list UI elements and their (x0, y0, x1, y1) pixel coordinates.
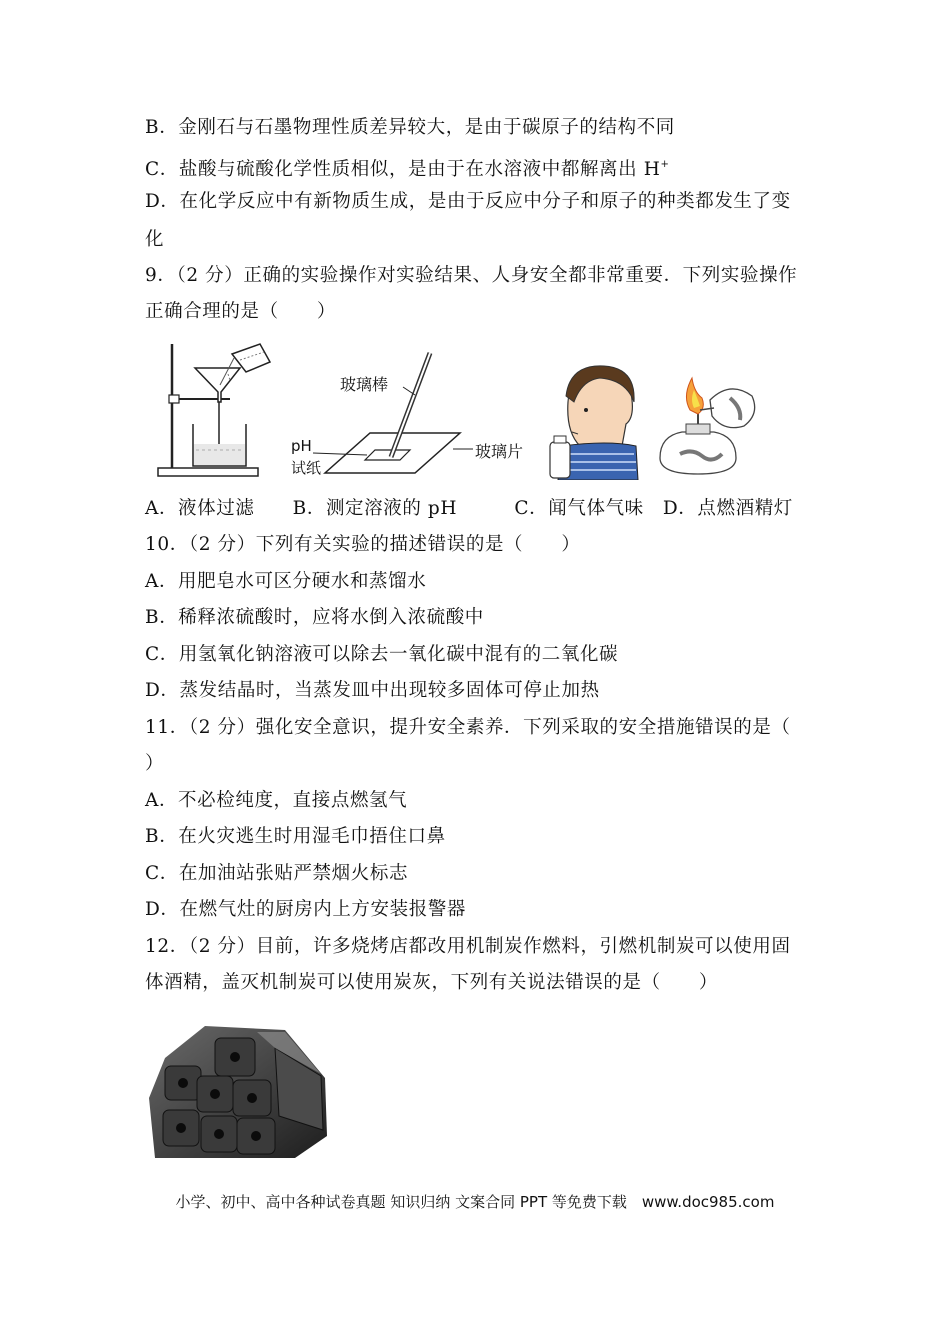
q9-stem-line1: 9．（2 分）正确的实验操作对实验结果、人身安全都非常重要．下列实验操作 (145, 265, 798, 286)
filtration-apparatus-figure (150, 340, 280, 480)
q10-option-b: B．稀释浓硫酸时，应将水倒入浓硫酸中 (145, 607, 484, 628)
q10-option-c: C．用氢氧化钠溶液可以除去一氧化碳中混有的二氧化碳 (145, 644, 619, 665)
q8-option-d-line1: D．在化学反应中有新物质生成，是由于反应中分子和原子的种类都发生了变 (145, 191, 791, 212)
q10-stem: 10．（2 分）下列有关实验的描述错误的是（ ） (145, 534, 581, 555)
q9-stem-line2: 正确合理的是（ ） (145, 301, 337, 322)
q11-stem-line1: 11．（2 分）强化安全意识，提升安全素养．下列采取的安全措施错误的是（ (145, 717, 791, 738)
q11-option-b: B．在火灾逃生时用湿毛巾捂住口鼻 (145, 826, 446, 847)
q11-option-a: A．不必检纯度，直接点燃氢气 (145, 790, 408, 811)
q10-option-d: D．蒸发结晶时，当蒸发皿中出现较多固体可停止加热 (145, 680, 600, 701)
q8-option-b: B．金刚石与石墨物理性质差异较大，是由于碳原子的结构不同 (145, 117, 675, 138)
q8-option-d-line2: 化 (145, 229, 165, 250)
test-paper-label: 试纸 (291, 459, 322, 477)
glass-plate-label: 玻璃片 (475, 442, 524, 461)
charcoal-briquettes-image (145, 1018, 330, 1163)
q10-option-a: A．用肥皂水可区分硬水和蒸馏水 (145, 571, 427, 592)
q8-option-c (145, 153, 669, 182)
q12-stem-line2: 体酒精，盖灭机制炭可以使用炭灰，下列有关说法错误的是（ ） (145, 972, 719, 993)
alcohol-lamp-figure (652, 370, 762, 480)
page-footer: 小学、初中、高中各种试卷真题 知识归纳 文案合同 PPT 等免费下载 www.doc985.com (175, 1193, 775, 1211)
glass-rod-label: 玻璃棒 (340, 375, 389, 394)
q12-stem-line1: 12．（2 分）目前，许多烧烤店都改用机制炭作燃料，引燃机制炭可以使用固 (145, 936, 791, 957)
q8-option-c-text: C．盐酸与硫酸化学性质相似，是由于在水溶液中都解离出 H (145, 159, 661, 180)
ph-test-figure (285, 345, 545, 485)
q9-options: A．液体过滤 B．测定溶液的 pH C．闻气体气味 D．点燃酒精灯 (145, 498, 793, 519)
q11-stem-line2: ） (145, 753, 165, 774)
smelling-gas-figure (548, 362, 640, 480)
hydrogen-ion-charge: + (660, 159, 670, 170)
ph-label: pH (291, 437, 312, 455)
q11-option-c: C．在加油站张贴严禁烟火标志 (145, 863, 409, 884)
q11-option-d: D．在燃气灶的厨房内上方安装报警器 (145, 899, 467, 920)
